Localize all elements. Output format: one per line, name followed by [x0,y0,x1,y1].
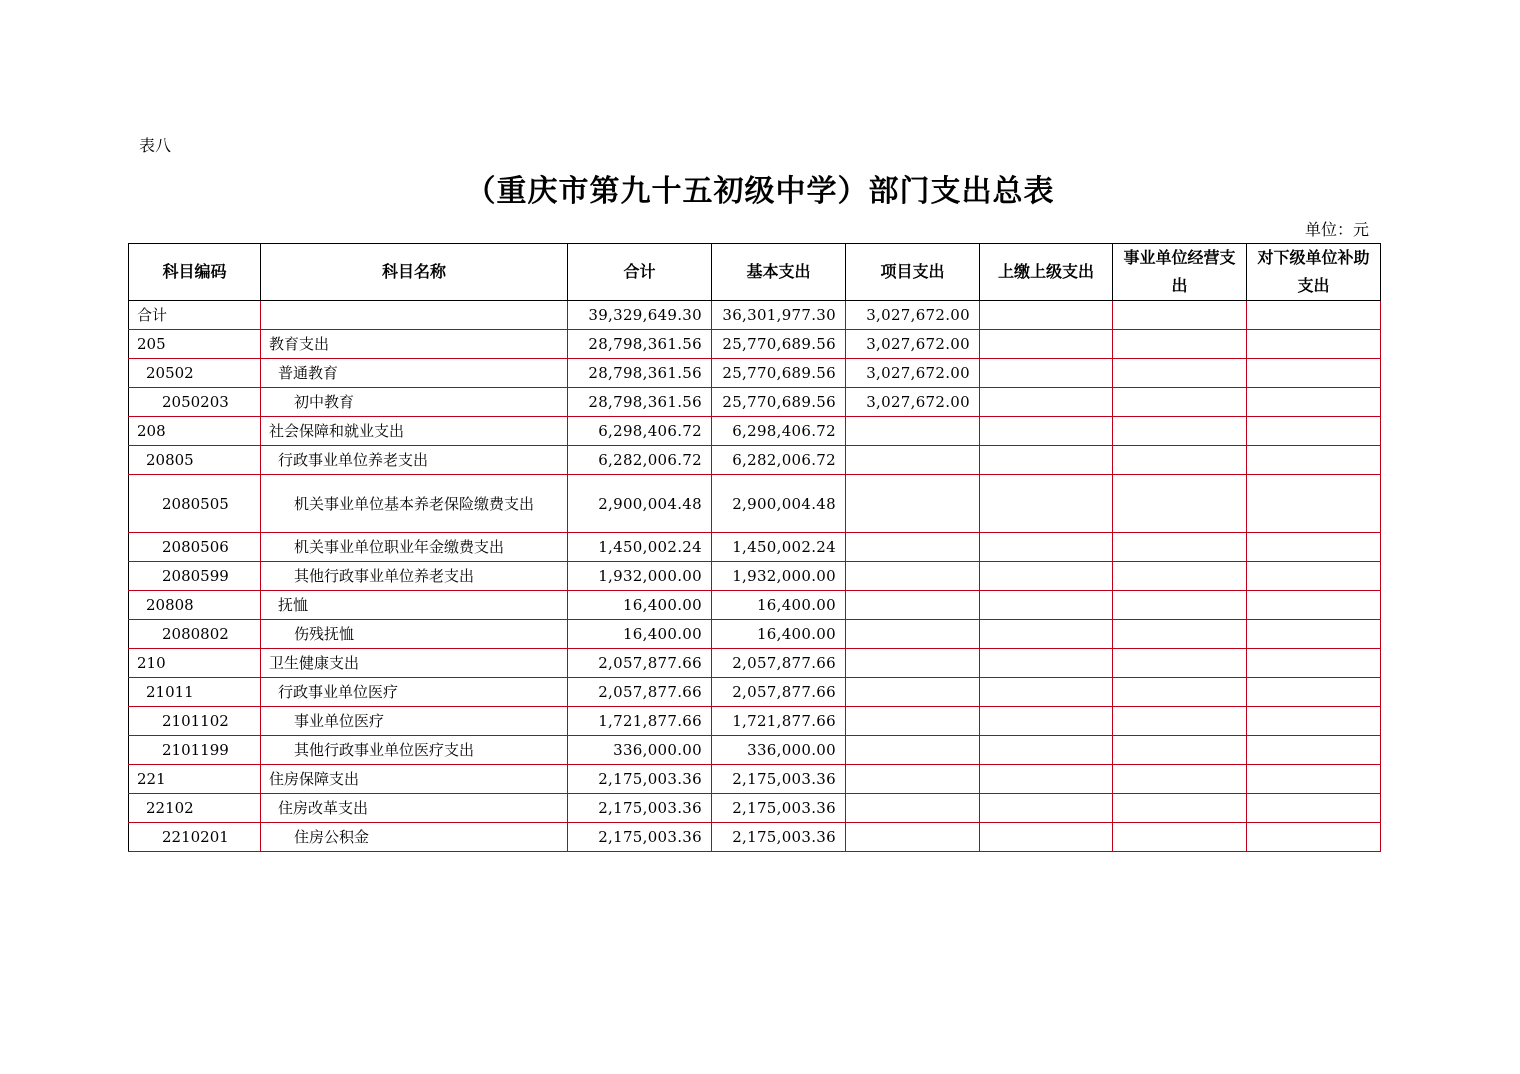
name-cell: 事业单位医疗 [261,707,568,736]
code-cell: 210 [129,649,261,678]
basic-cell: 2,057,877.66 [712,649,846,678]
name-cell: 机关事业单位基本养老保险缴费支出 [261,475,568,533]
business-cell [1113,388,1247,417]
header-basic: 基本支出 [712,244,846,301]
code-cell: 22102 [129,794,261,823]
basic-cell: 6,298,406.72 [712,417,846,446]
header-business: 事业单位经营支出 [1113,244,1247,301]
project-cell [846,562,980,591]
total-cell: 1,932,000.00 [568,562,712,591]
subsidy-cell [1247,794,1381,823]
project-cell [846,417,980,446]
upper-cell [980,591,1113,620]
total-cell: 2,900,004.48 [568,475,712,533]
table-row [129,678,1381,707]
code-cell: 20502 [129,359,261,388]
business-cell [1113,330,1247,359]
project-cell [846,823,980,852]
upper-cell [980,649,1113,678]
table-row [129,388,1381,417]
name-cell: 行政事业单位医疗 [261,678,568,707]
subsidy-cell [1247,736,1381,765]
header-code: 科目编码 [129,244,261,301]
project-cell [846,533,980,562]
subsidy-cell [1247,475,1381,533]
table-row [129,446,1381,475]
table-row [129,649,1381,678]
table-row [129,533,1381,562]
business-cell [1113,794,1247,823]
code-cell: 2080802 [129,620,261,649]
project-cell: 3,027,672.00 [846,388,980,417]
subsidy-cell [1247,678,1381,707]
upper-cell [980,707,1113,736]
business-cell [1113,562,1247,591]
business-cell [1113,591,1247,620]
total-cell: 1,721,877.66 [568,707,712,736]
subsidy-cell [1247,388,1381,417]
upper-cell [980,678,1113,707]
table-row [129,620,1381,649]
project-cell [846,678,980,707]
project-cell [846,765,980,794]
name-cell: 卫生健康支出 [261,649,568,678]
table-row [129,562,1381,591]
basic-cell: 16,400.00 [712,620,846,649]
subsidy-cell [1247,707,1381,736]
subsidy-cell [1247,562,1381,591]
upper-cell [980,562,1113,591]
business-cell [1113,823,1247,852]
subsidy-cell [1247,446,1381,475]
expenditure-table [128,243,1381,852]
unit-label: 单位：元 [1304,220,1369,239]
total-cell: 39,329,649.30 [568,301,712,330]
name-cell: 教育支出 [261,330,568,359]
basic-cell: 25,770,689.56 [712,359,846,388]
header-project: 项目支出 [846,244,980,301]
project-cell [846,475,980,533]
project-cell [846,620,980,649]
upper-cell [980,620,1113,649]
project-cell [846,707,980,736]
upper-cell [980,446,1113,475]
basic-cell: 2,057,877.66 [712,678,846,707]
code-cell: 2080505 [129,475,261,533]
basic-cell: 16,400.00 [712,591,846,620]
code-cell: 208 [129,417,261,446]
subsidy-cell [1247,591,1381,620]
table-row [129,359,1381,388]
upper-cell [980,417,1113,446]
header-upper: 上缴上级支出 [980,244,1113,301]
business-cell [1113,301,1247,330]
basic-cell: 25,770,689.56 [712,388,846,417]
basic-cell: 2,175,003.36 [712,794,846,823]
upper-cell [980,823,1113,852]
basic-cell: 336,000.00 [712,736,846,765]
code-cell: 2101199 [129,736,261,765]
name-cell: 普通教育 [261,359,568,388]
subsidy-cell [1247,533,1381,562]
basic-cell: 2,175,003.36 [712,823,846,852]
table-row [129,736,1381,765]
total-cell: 1,450,002.24 [568,533,712,562]
subsidy-cell [1247,359,1381,388]
upper-cell [980,330,1113,359]
basic-cell: 2,900,004.48 [712,475,846,533]
subsidy-cell [1247,823,1381,852]
basic-cell: 25,770,689.56 [712,330,846,359]
project-cell [846,736,980,765]
business-cell [1113,649,1247,678]
table-row [129,794,1381,823]
name-cell: 其他行政事业单位养老支出 [261,562,568,591]
table-header-row [129,244,1381,301]
basic-cell: 2,175,003.36 [712,765,846,794]
table-row [129,301,1381,330]
name-cell [261,301,568,330]
project-cell [846,446,980,475]
total-cell: 2,057,877.66 [568,678,712,707]
total-cell: 2,057,877.66 [568,649,712,678]
table-row [129,707,1381,736]
code-cell: 221 [129,765,261,794]
basic-cell: 1,932,000.00 [712,562,846,591]
name-cell: 其他行政事业单位医疗支出 [261,736,568,765]
code-cell: 2050203 [129,388,261,417]
table-body [129,301,1381,852]
name-cell: 住房公积金 [261,823,568,852]
business-cell [1113,736,1247,765]
name-cell: 初中教育 [261,388,568,417]
subsidy-cell [1247,417,1381,446]
basic-cell: 1,450,002.24 [712,533,846,562]
name-cell: 伤残抚恤 [261,620,568,649]
table-row [129,591,1381,620]
total-cell: 2,175,003.36 [568,794,712,823]
name-cell: 住房保障支出 [261,765,568,794]
business-cell [1113,620,1247,649]
total-cell: 28,798,361.56 [568,330,712,359]
subsidy-cell [1247,649,1381,678]
project-cell [846,794,980,823]
total-cell: 6,298,406.72 [568,417,712,446]
upper-cell [980,794,1113,823]
total-cell: 28,798,361.56 [568,359,712,388]
code-cell: 合计 [129,301,261,330]
table-row [129,475,1381,533]
upper-cell [980,765,1113,794]
business-cell [1113,475,1247,533]
name-cell: 抚恤 [261,591,568,620]
header-name: 科目名称 [261,244,568,301]
subsidy-cell [1247,620,1381,649]
table-row [129,330,1381,359]
basic-cell: 1,721,877.66 [712,707,846,736]
total-cell: 28,798,361.56 [568,388,712,417]
business-cell [1113,359,1247,388]
code-cell: 2210201 [129,823,261,852]
total-cell: 16,400.00 [568,620,712,649]
upper-cell [980,736,1113,765]
table-row [129,765,1381,794]
total-cell: 16,400.00 [568,591,712,620]
code-cell: 205 [129,330,261,359]
upper-cell [980,359,1113,388]
code-cell: 20808 [129,591,261,620]
name-cell: 行政事业单位养老支出 [261,446,568,475]
project-cell: 3,027,672.00 [846,330,980,359]
name-cell: 社会保障和就业支出 [261,417,568,446]
header-subsidy: 对下级单位补助支出 [1247,244,1381,301]
page-title: （重庆市第九十五初级中学）部门支出总表 [465,174,1055,209]
project-cell: 3,027,672.00 [846,301,980,330]
business-cell [1113,765,1247,794]
code-cell: 2080506 [129,533,261,562]
business-cell [1113,446,1247,475]
name-cell: 住房改革支出 [261,794,568,823]
upper-cell [980,301,1113,330]
total-cell: 6,282,006.72 [568,446,712,475]
total-cell: 336,000.00 [568,736,712,765]
code-cell: 20805 [129,446,261,475]
upper-cell [980,475,1113,533]
table-row [129,417,1381,446]
sheet-label: 表八 [139,136,172,155]
total-cell: 2,175,003.36 [568,823,712,852]
code-cell: 21011 [129,678,261,707]
total-cell: 2,175,003.36 [568,765,712,794]
table-row [129,823,1381,852]
subsidy-cell [1247,765,1381,794]
code-cell: 2101102 [129,707,261,736]
basic-cell: 36,301,977.30 [712,301,846,330]
project-cell [846,591,980,620]
business-cell [1113,707,1247,736]
name-cell: 机关事业单位职业年金缴费支出 [261,533,568,562]
upper-cell [980,533,1113,562]
basic-cell: 6,282,006.72 [712,446,846,475]
subsidy-cell [1247,330,1381,359]
business-cell [1113,533,1247,562]
business-cell [1113,417,1247,446]
business-cell [1113,678,1247,707]
code-cell: 2080599 [129,562,261,591]
project-cell [846,649,980,678]
header-total: 合计 [568,244,712,301]
project-cell: 3,027,672.00 [846,359,980,388]
subsidy-cell [1247,301,1381,330]
upper-cell [980,388,1113,417]
